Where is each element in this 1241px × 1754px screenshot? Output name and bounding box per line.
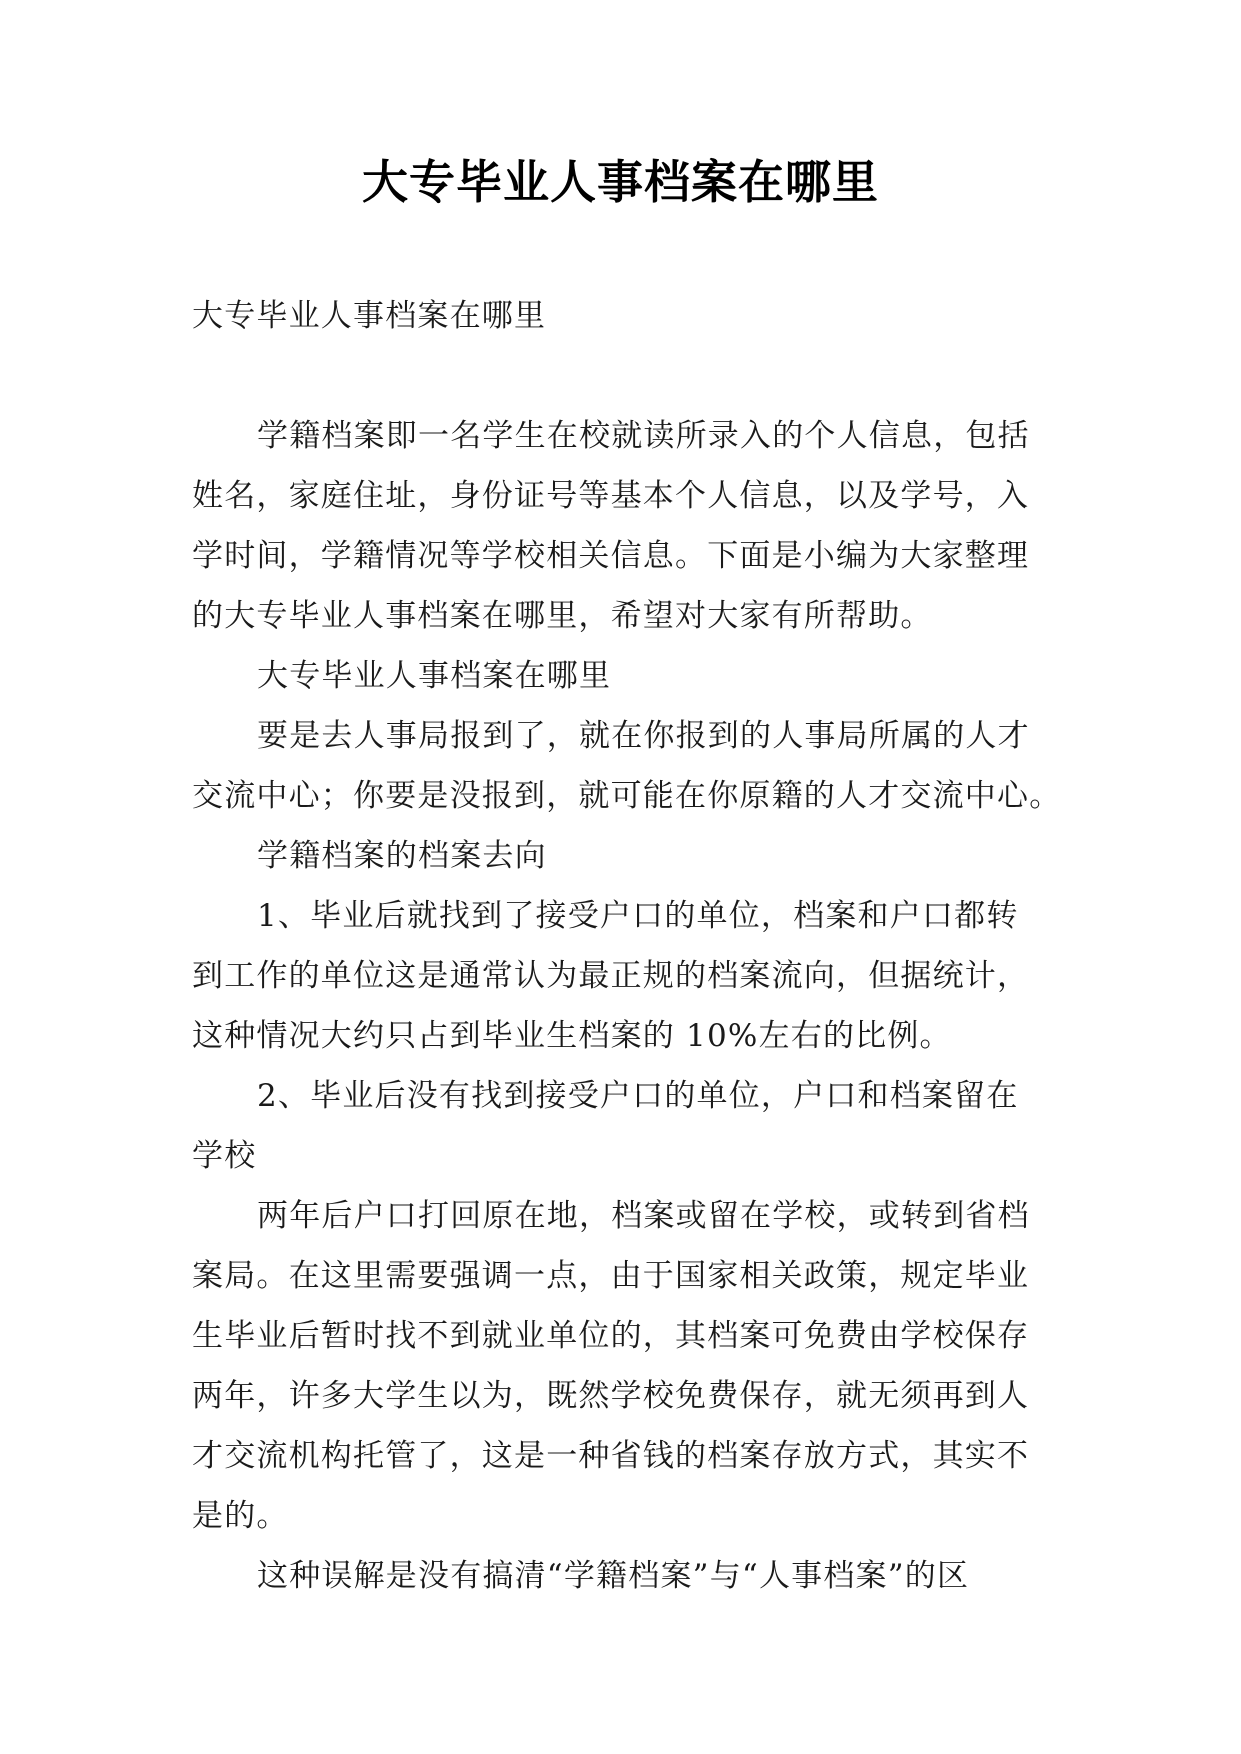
paragraph-line: 学时间，学籍情况等学校相关信息。下面是小编为大家整理 [192, 538, 1030, 574]
paragraph-line: 案局。在这里需要强调一点，由于国家相关政策，规定毕业 [192, 1258, 1030, 1294]
paragraph-line: 要是去人事局报到了，就在你报到的人事局所属的人才 [257, 718, 1030, 754]
document-body [192, 286, 1062, 1606]
section-heading: 学籍档案的档案去向 [257, 838, 547, 874]
paragraph-line: 两年后户口打回原在地，档案或留在学校，或转到省档 [257, 1198, 1030, 1234]
subtitle-line: 大专毕业人事档案在哪里 [192, 298, 547, 334]
paragraph-line: 学校 [192, 1138, 257, 1174]
paragraph-line: 交流中心；你要是没报到，就可能在你原籍的人才交流中心。 [192, 778, 1062, 814]
paragraph-line: 两年，许多大学生以为，既然学校免费保存，就无须再到人 [192, 1378, 1030, 1414]
paragraph-line: 是的。 [192, 1498, 289, 1534]
paragraph-line: 1、毕业后就找到了接受户口的单位，档案和户口都转 [257, 898, 1019, 934]
paragraph-line: 生毕业后暂时找不到就业单位的，其档案可免费由学校保存 [192, 1318, 1030, 1354]
blank-line [192, 346, 1054, 406]
paragraph-line: 的大专毕业人事档案在哪里，希望对大家有所帮助。 [192, 598, 933, 634]
document-title: 大专毕业人事档案在哪里 [362, 155, 879, 209]
paragraph-line: 这种误解是没有搞清“学籍档案”与“人事档案”的区 [257, 1558, 970, 1594]
paragraph-line: 姓名，家庭住址，身份证号等基本个人信息，以及学号，入 [192, 478, 1030, 514]
paragraph-line: 学籍档案即一名学生在校就读所录入的个人信息，包括 [257, 418, 1030, 454]
paragraph-line: 才交流机构托管了，这是一种省钱的档案存放方式，其实不 [192, 1438, 1030, 1474]
paragraph-line: 这种情况大约只占到毕业生档案的 10%左右的比例。 [192, 1018, 952, 1054]
paragraph-line: 到工作的单位这是通常认为最正规的档案流向，但据统计， [192, 958, 1030, 994]
paragraph-line: 2、毕业后没有找到接受户口的单位，户口和档案留在 [257, 1078, 1019, 1114]
section-heading: 大专毕业人事档案在哪里 [257, 658, 612, 694]
